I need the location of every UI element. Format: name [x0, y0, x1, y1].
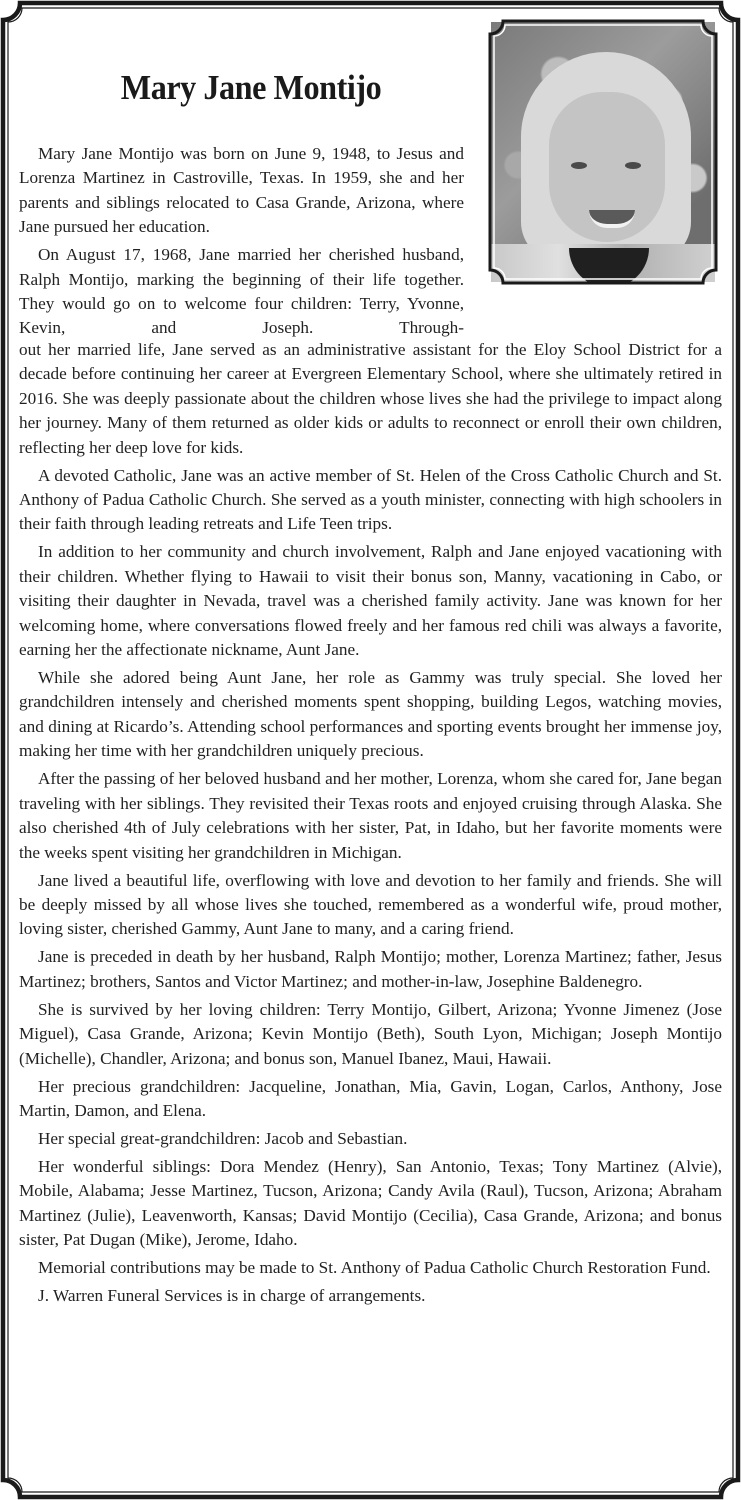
- obituary-title: Mary Jane Montijo: [120, 68, 382, 108]
- photo-border: [487, 18, 719, 286]
- paragraph-great-grandchildren: Her special great-grandchildren: Jacob and Sebastian.: [38, 1128, 408, 1148]
- paragraph-siblings: Her wonderful siblings: Dora Mendez (Henry), San Antonio, Texas; Tony Martinez (Alvie), Mobile, Alabama; Jesse Martinez, Tucson, Arizona; Candy Avila (Raul), Tucson, Arizona; Abraham Martinez (Julie), Leavenworth, Kansas; David Montijo (Cecilia), Casa Grande, Arizona; and bonus sister, Pat Dugan (Mike), Jerome, Idaho.: [19, 1156, 722, 1250]
- paragraph-legacy: Jane lived a beautiful life, overflowing with love and devotion to her family and friends. She will be deeply missed by all whose lives she touched, remembered as a wonderful wife, proud mother, loving sister, cherished Gammy, Aunt Jane to many, and a caring friend.: [19, 870, 722, 939]
- paragraph-preceded: Jane is preceded in death by her husband, Ralph Montijo; mother, Lorenza Martinez; father, Jesus Martinez; brothers, Santos and Victor Martinez; and mother-in-law, Josephine Baldenegro.: [19, 947, 722, 991]
- paragraph-birth: Mary Jane Montijo was born on June 9, 1948, to Jesus and Lorenza Martinez in Castroville, Texas. In 1959, she and her parents and siblings relocated to Casa Grande, Arizona, where Jane pursued her education.: [19, 144, 464, 237]
- paragraph-travel: In addition to her community and church involvement, Ralph and Jane enjoyed vacationing with their children. Whether flying to Hawaii to visit their bonus son, Manny, vacationing in Cabo, or visiting their daughter in Nevada, travel was a cherished family activity. Jane was known for her welcoming home, where conversations flowed freely and her famous red chili was always a favorite, earning her the affectionate nickname, Aunt Jane.: [19, 542, 722, 660]
- intro-column: [19, 142, 464, 344]
- paragraph-memorial: Memorial contributions may be made to St. Anthony of Padua Catholic Church Restoration Fund.: [38, 1258, 711, 1278]
- paragraph-survived: She is survived by her loving children: Terry Montijo, Gilbert, Arizona; Yvonne Jimenez (Jose Miguel), Casa Grande, Arizona; Kevin Montijo (Beth), South Lyon, Michigan; Joseph Montijo (Michelle), Chandler, Arizona; and bonus son, Manuel Ibanez, Maui, Hawaii.: [19, 999, 722, 1068]
- paragraph-faith: A devoted Catholic, Jane was an active member of St. Helen of the Cross Catholic Church and St. Anthony of Padua Catholic Church. She served as a youth minister, connecting with high schoolers in their faith through leading retreats and Life Teen trips.: [19, 465, 722, 534]
- body-column: [19, 338, 722, 1309]
- paragraph-marriage: On August 17, 1968, Jane married her cherished husband, Ralph Montijo, marking the beginning of their life together. They would go on to welcome four children: Terry, Yvonne, Kevin, and Joseph. Through-: [19, 245, 464, 338]
- paragraph-gammy: While she adored being Aunt Jane, her role as Gammy was truly special. She loved her grandchildren intensely and cherished moments spent shopping, building Legos, watching movies, and dining at Ricardo’s. Attending school performances and sporting events brought her immense joy, making her time with her grandchildren uniquely precious.: [19, 668, 722, 761]
- paragraph-grandchildren: Her precious grandchildren: Jacqueline, Jonathan, Mia, Gavin, Logan, Carlos, Anthony, Jose Martin, Damon, and Elena.: [19, 1076, 722, 1120]
- portrait-frame: [487, 18, 719, 286]
- paragraph-siblings-travel: After the passing of her beloved husband and her mother, Lorenza, whom she cared for, Jane began traveling with her siblings. They revisited their Texas roots and enjoyed cruising through Alaska. She also cherished 4th of July celebrations with her sister, Pat, in Idaho, but her favorite moments were the weeks spent visiting her grandchildren in Michigan.: [19, 769, 722, 862]
- paragraph-arrangements: J. Warren Funeral Services is in charge of arrangements.: [38, 1286, 426, 1306]
- paragraph-career: out her married life, Jane served as an administrative assistant for the Eloy School District for a decade before continuing her career at Evergreen Elementary School, where she ultimately retired in 2016. She was deeply passionate about the children whose lives she had the privilege to impact along her journey. Many of them returned as older kids or adults to reconnect or enroll their own children, reflecting her deep love for kids.: [19, 340, 722, 457]
